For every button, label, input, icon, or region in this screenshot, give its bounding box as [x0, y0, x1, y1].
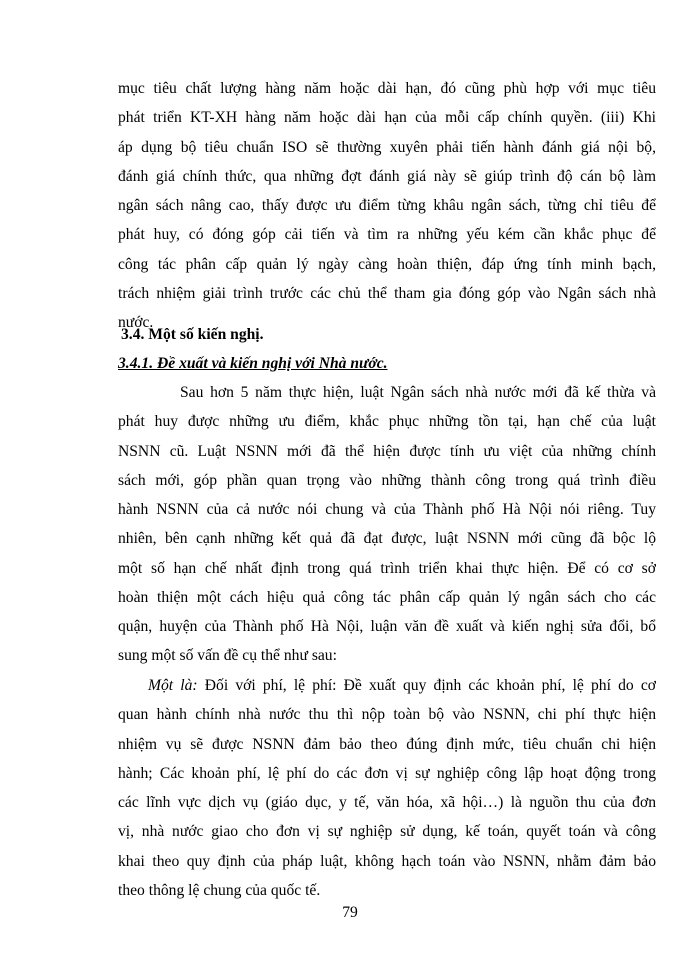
paragraph-iso-benefits	[118, 74, 656, 337]
text-line: mục tiêu chất lượng hàng năm hoặc dài hạn, đó cũng phù hợp với mục tiêu	[118, 80, 656, 97]
text-line: hoàn thiện một cách hiệu quả công tác phân cấp quản lý ngân sách cho các	[118, 588, 656, 606]
text-line: nước.	[118, 314, 154, 331]
text-line: nhiệm vụ sẽ được NSNN đảm bảo theo đúng định mức, tiêu chuẩn chi hiện	[118, 735, 656, 753]
text-line: khai theo quy định của pháp luật, không hạch toán vào NSNN, nhằm đảm bảo	[118, 852, 656, 870]
paragraph-fees-recommendation	[118, 671, 656, 905]
text-line: công tác phân cấp quản lý ngày càng hoàn thiện, đáp ứng tính minh bạch,	[118, 255, 656, 273]
recommendation-label: Một là:	[148, 677, 198, 694]
text-line: áp dụng bộ tiêu chuẩn ISO sẽ thường xuyên phải tiến hành đánh giá nội bộ,	[118, 138, 656, 156]
text-line: theo thông lệ chung của quốc tế.	[118, 881, 321, 899]
paragraph-law-evaluation	[118, 378, 656, 671]
page-number: 79	[342, 904, 358, 921]
text-line: quận, huyện của Thành phố Hà Nội, luận văn đề xuất và kiến nghị sửa đổi, bổ	[118, 618, 656, 635]
text-line	[118, 671, 656, 700]
text-line: hành; Các khoản phí, lệ phí do các đơn vị sự nghiệp công lập hoạt động trong	[118, 764, 656, 782]
text-line: NSNN cũ. Luật NSNN mới đã thể hiện được tính ưu việt của những chính	[118, 442, 656, 460]
text-line: hành NSNN của cả nước nói chung và của Thành phố Hà Nội nói riêng. Tuy	[118, 501, 656, 518]
text-line: các lĩnh vực dịch vụ (giáo dục, y tế, văn hóa, xã hội…) là nguồn thu của đơn	[118, 794, 656, 811]
text-line: đánh giá chính thức, qua những đợt đánh giá này sẽ giúp trình độ cán bộ làm	[118, 167, 656, 185]
text-line: vị, nhà nước giao cho đơn vị sự nghiệp sử dụng, kế toán, quyết toán và công	[118, 823, 656, 841]
subsection-heading: 3.4.1. Đề xuất và kiến nghị với Nhà nước.	[118, 355, 388, 372]
section-heading: 3.4. Một số kiến nghị.	[121, 326, 264, 343]
text-line: trách nhiệm giải trình trước các chủ thể tham gia đóng góp vào Ngân sách nhà	[118, 284, 656, 302]
text-line: quan hành chính nhà nước thu thì nộp toàn bộ vào NSNN, chi phí thực hiện	[118, 706, 656, 724]
text-line: sách mới, góp phần quan trọng vào những thành công trong quá trình điều	[118, 471, 656, 489]
text-line: một số hạn chế nhất định trong quá trình triển khai thực hiện. Để có cơ sở	[118, 559, 656, 577]
text-line: ngân sách nâng cao, thấy được ưu điểm từng khâu ngân sách, từng chỉ tiêu để	[118, 197, 656, 214]
text-run: Đối với phí, lệ phí: Đề xuất quy định các khoản phí, lệ phí do cơ	[197, 677, 656, 694]
text-line: nhiên, bên cạnh những kết quả đã đạt được, luật NSNN mới cũng đã bộc lộ	[118, 530, 656, 548]
text-line: Sau hơn 5 năm thực hiện, luật Ngân sách nhà nước mới đã kế thừa và	[180, 384, 656, 401]
text-line: sung một số vấn đề cụ thể như sau:	[118, 647, 337, 665]
text-line: phát huy, có đóng góp cải tiến và tìm ra những yếu kém cần khắc phục để	[118, 226, 656, 244]
text-line: phát huy được những ưu điểm, khắc phục những tồn tại, hạn chế của luật	[118, 413, 656, 431]
text-line: phát triển KT-XH hàng năm hoặc dài hạn của mỗi cấp chính quyền. (iii) Khi	[118, 109, 656, 127]
